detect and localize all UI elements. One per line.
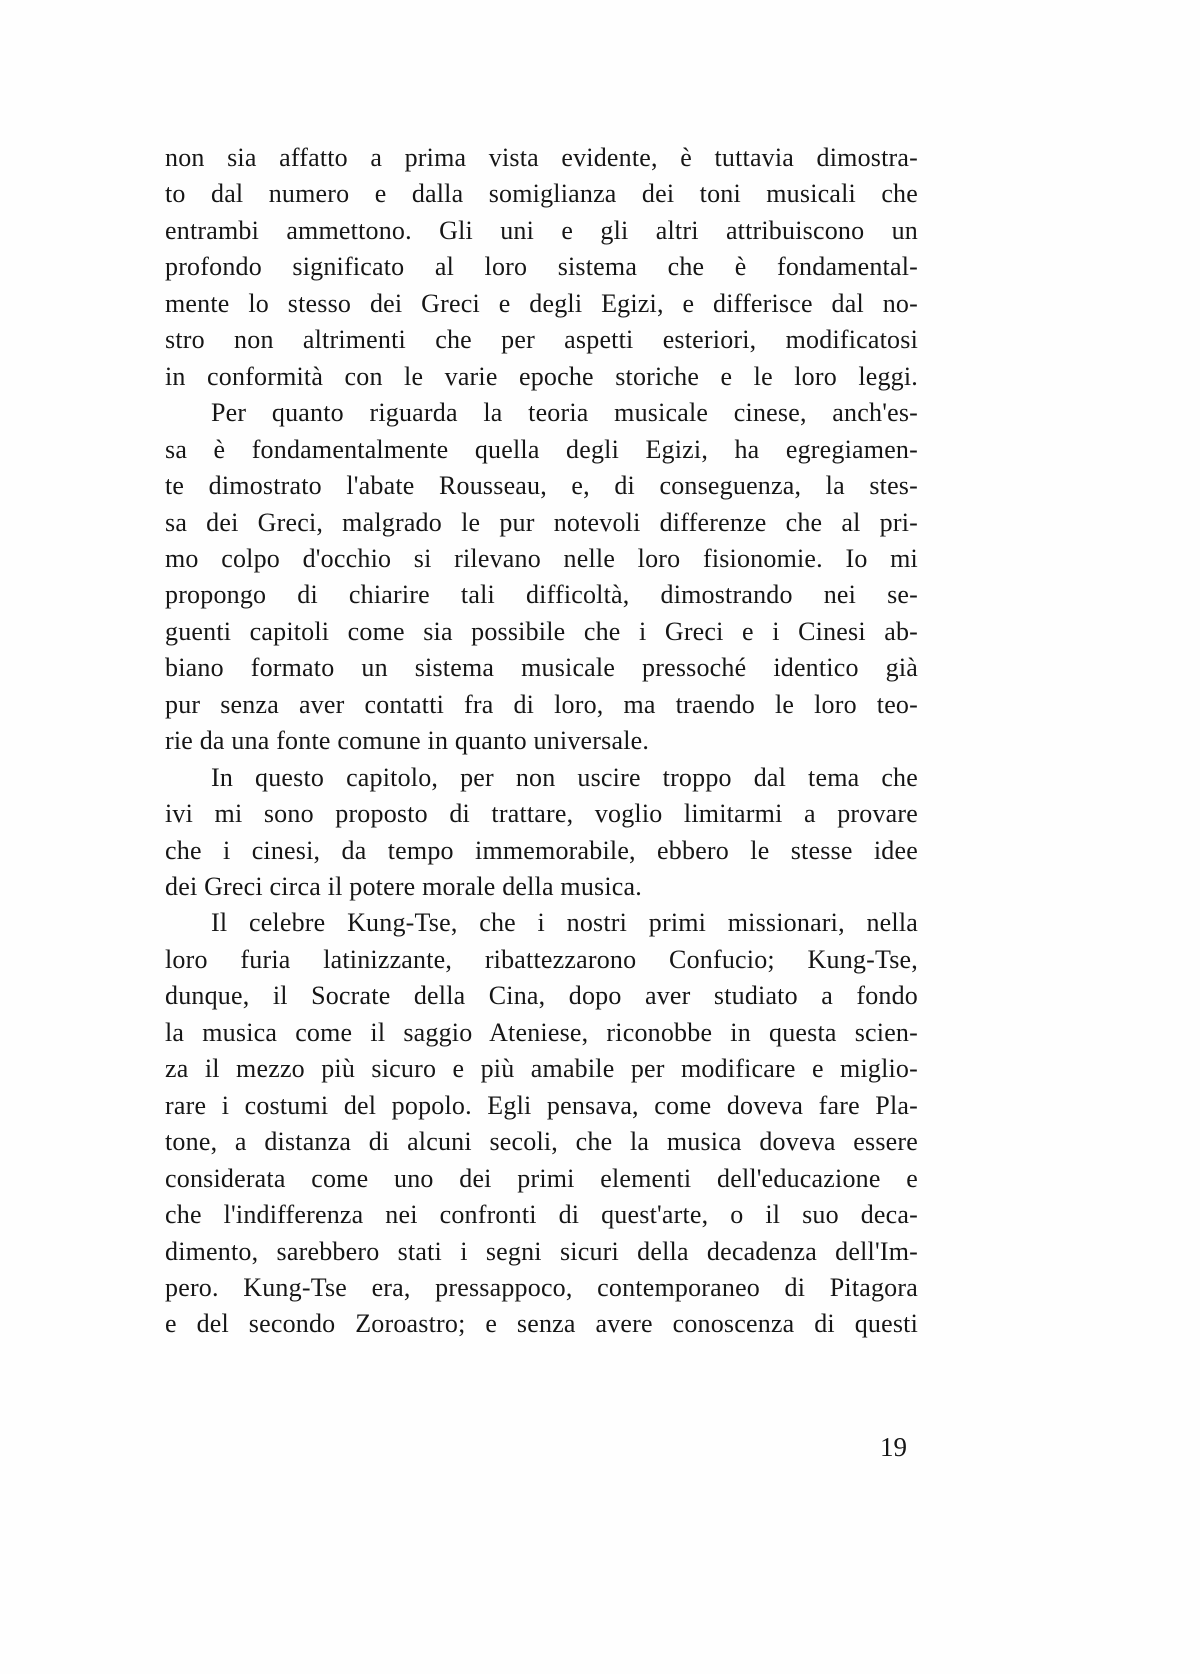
text-line: sa è fondamentalmente quella degli Egizi, ha egregiamen-	[165, 434, 918, 464]
text-line: profondo significato al loro sistema che è fondamental-	[165, 252, 918, 282]
text-line: ivi mi sono proposto di trattare, voglio limitarmi a provare	[165, 799, 918, 829]
text-line: mente lo stesso dei Greci e degli Egizi, e differisce dal no-	[165, 288, 918, 318]
page-number: 19	[880, 1432, 907, 1462]
text-line: pur senza aver contatti fra di loro, ma traendo le loro teo-	[165, 689, 918, 719]
paragraph-first-line: In questo capitolo, per non uscire troppo dal tema che	[211, 762, 918, 792]
text-line: pero. Kung-Tse era, pressappoco, contemporaneo di Pitagora	[165, 1272, 918, 1302]
text-line: propongo di chiarire tali difficoltà, dimostrando nei se-	[165, 580, 918, 610]
text-line: in conformità con le varie epoche storiche e le loro leggi.	[165, 361, 918, 391]
text-line: biano formato un sistema musicale pressoché identico già	[165, 653, 918, 683]
paragraph-first-line: Per quanto riguarda la teoria musicale cinese, anch'es-	[211, 398, 918, 428]
paragraph-first-line: Il celebre Kung-Tse, che i nostri primi missionari, nella	[211, 908, 918, 938]
text-line: dunque, il Socrate della Cina, dopo aver studiato a fondo	[165, 981, 918, 1011]
text-line: dei Greci circa il potere morale della musica.	[165, 872, 642, 901]
text-line: tone, a distanza di alcuni secoli, che la musica doveva essere	[165, 1127, 918, 1157]
text-line: rie da una fonte comune in quanto universale.	[165, 726, 650, 756]
text-line: entrambi ammettono. Gli uni e gli altri attribuiscono un	[165, 215, 918, 245]
text-line: che l'indifferenza nei confronti di quest'arte, o il suo deca-	[165, 1200, 918, 1230]
text-line: e del secondo Zoroastro; e senza avere conoscenza di questi	[165, 1309, 918, 1339]
text-line: rare i costumi del popolo. Egli pensava, come doveva fare Pla-	[165, 1090, 918, 1120]
text-line: loro furia latinizzante, ribattezzarono Confucio; Kung-Tse,	[165, 944, 918, 974]
text-line: te dimostrato l'abate Rousseau, e, di conseguenza, la stes-	[165, 471, 918, 501]
text-line: stro non altrimenti che per aspetti esteriori, modificatosi	[165, 325, 918, 355]
text-line: non sia affatto a prima vista evidente, è tuttavia dimostra-	[165, 143, 918, 172]
text-line: mo colpo d'occhio si rilevano nelle loro fisionomie. Io mi	[165, 543, 918, 573]
text-line: za il mezzo più sicuro e più amabile per modificare e miglio-	[165, 1054, 918, 1084]
text-line: la musica come il saggio Ateniese, riconobbe in questa scien-	[165, 1017, 918, 1047]
text-line: sa dei Greci, malgrado le pur notevoli differenze che al pri-	[165, 507, 918, 537]
text-line: guenti capitoli come sia possibile che i Greci e i Cinesi ab-	[165, 616, 918, 646]
text-line: to dal numero e dalla somiglianza dei toni musicali che	[165, 179, 918, 209]
text-line: che i cinesi, da tempo immemorabile, ebbero le stesse idee	[165, 835, 918, 865]
text-line: dimento, sarebbero stati i segni sicuri della decadenza dell'Im-	[165, 1236, 918, 1266]
text-line: considerata come uno dei primi elementi dell'educazione e	[165, 1163, 918, 1193]
